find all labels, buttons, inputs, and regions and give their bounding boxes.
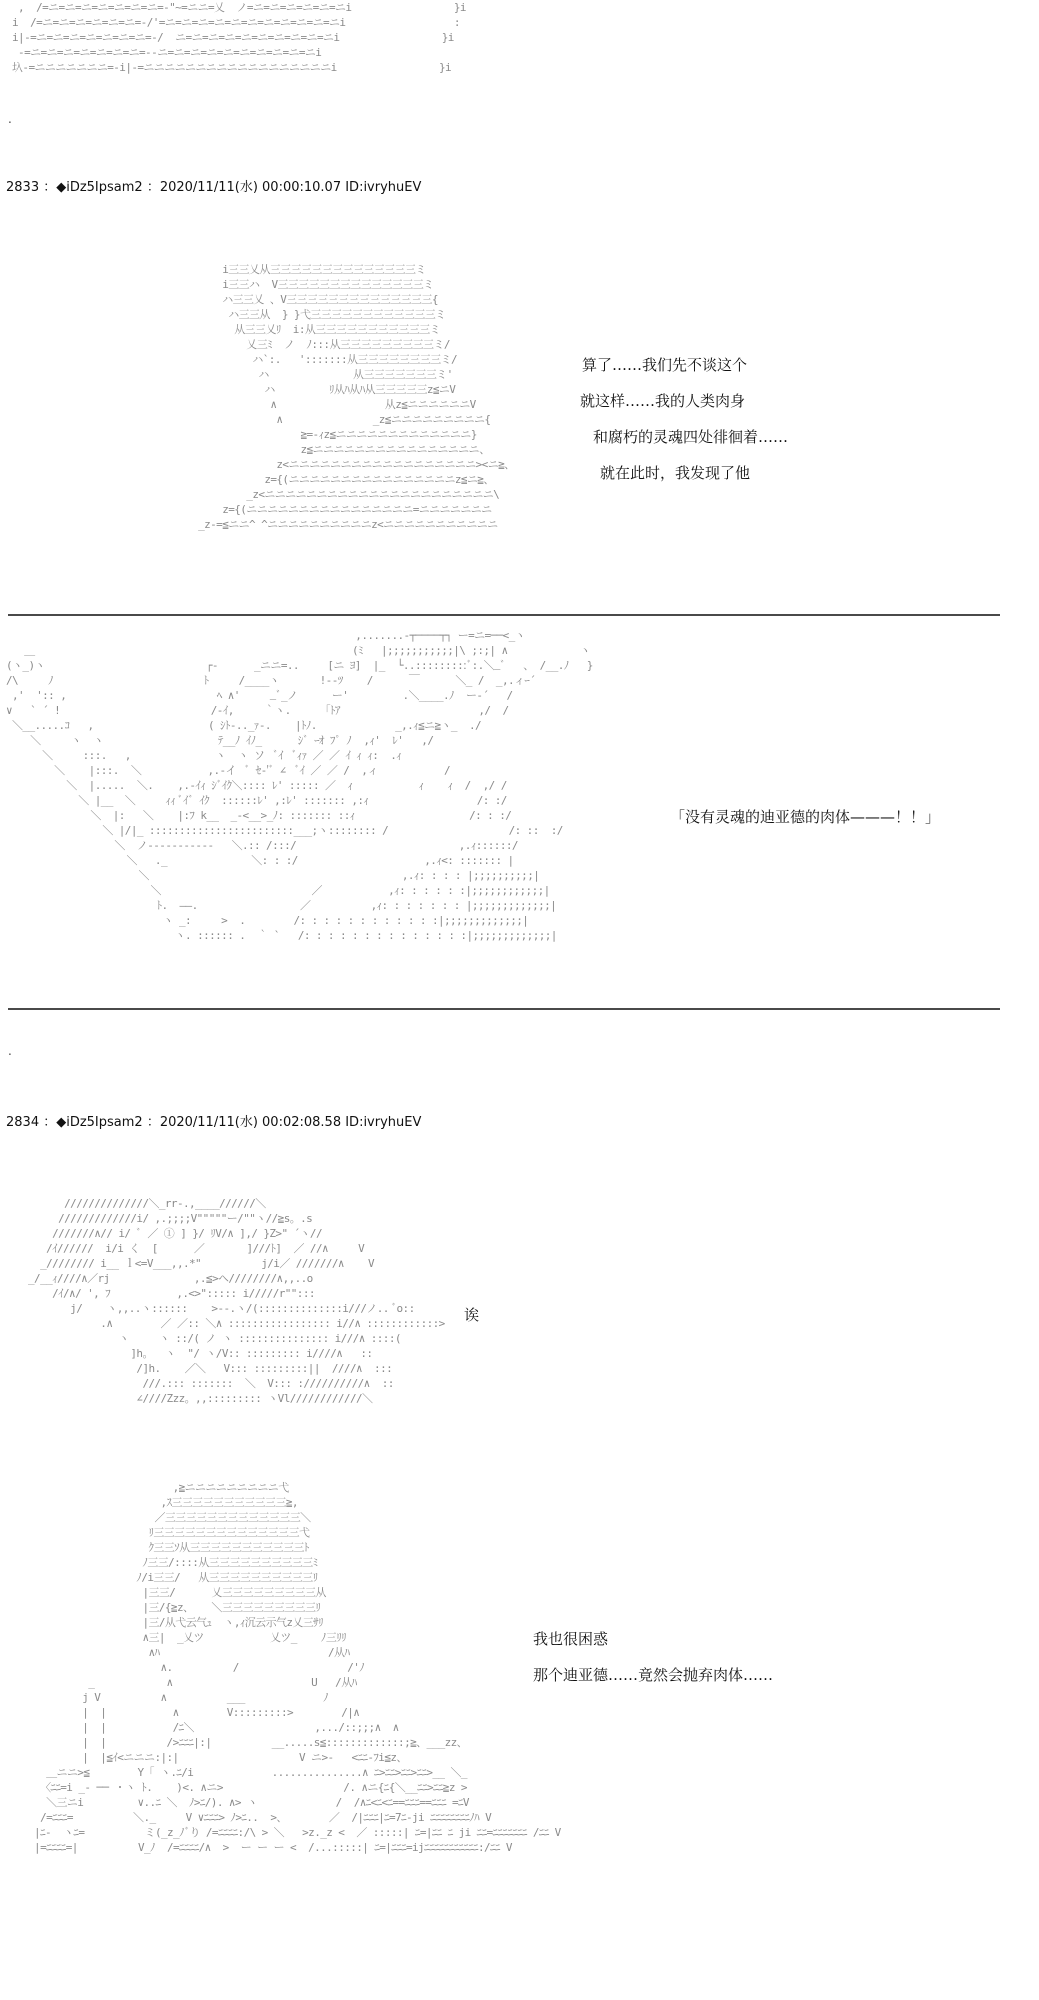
dialog-line: 诶 <box>464 1306 480 1324</box>
panel-dialog-line: 「没有灵魂的迪亚德的肉体———！！」 <box>670 808 941 826</box>
post-header: 2834 ：◆iDz5Ipsam2 ：2020/11/11(水) 00:02:08.58 ID:ivryhuEV <box>6 1115 422 1130</box>
separator-dot: . <box>8 1044 12 1058</box>
ascii-art-face-closeup: //////////////＼_rr-.,____//////＼ /////////////i/ ,.;;;;V"""""ー/""ヽ//≧s。.s ///////∧// i/ ﾞ ／ ① ] }/ ﾘV/∧ ],/ }Z>" ´ヽ// /ｲ////// i/i く [ ／ ]///ﾄ] ／ //∧ V _//////// i__ ｌ<=V___,,.*" j/i／ ///////∧ V _/__ｨ////∧／rj ,.≦>ヘ////////∧,,..o /ｲ/∧/ ', ﾌ ,.<>"::::: i/////r""::: j/ ヽ,,..ヽ:::::: >--.ヽ/(::::::::::::::i///ノ.. ﾞo:: .∧ ／ ／:: ＼∧ ::::::::::::::::: i//∧ ::::::::::::> ヽ ヽ ::/( ノ ヽ ::::::::::::::: i///∧ ::::( ]h。 ヽ "/ ヽ/V:: ::::::::: i////∧ :: /]h. ／＼ V::: :::::::::|| ////∧ ::: ///.::: ::::::: ＼ V::: ://////////∧ :: ∠////Zzz。,,::::::::: ヽVl////////////＼ <box>28 1197 445 1405</box>
dialog-line: 就在此时，我发现了他 <box>600 464 751 482</box>
ascii-art-top-fragment: , /=ニ=ニ=ニ=ニ=ニ=ニ=ニ=-"~=ニニ=乂 ノ=ニ=ニ=ニ=ニ=ニ=ニi }i i /=ニ=ニ=ニ=ニ=ニ=ニ=-/'=ニ=ニ=ニ=ニ=ニ=ニ=ニ=ニ=ニ=ニ=ニi : i|-=ニ=ニ=ニ=ニ=ニ=ニ=ニ=-/ ニ=ニ=ニ=ニ=ニ=ニ=ニ=ニ=ニ=ニi }i -=ニ=ニ=ニ=ニ=ニ=ニ=ニ=--ニ=ニ=ニ=ニ=ニ=ニ=ニ=ニ=ニ=ニi 圦-=ニニニニニニニ=-i|-=ニニニニニニニニニニニニニニニニニニi }i <box>12 1 466 74</box>
post-header: 2833 ：◆iDz5Ipsam2 ：2020/11/11(水) 00:00:10.07 ID:ivryhuEV <box>6 180 422 195</box>
ascii-art-figure-seated: ,≧ニニニニニニニニニ弋 ,ｽ三三三三三三三三三三三≧, ／三三三三三三三三三三三三三＼ ﾘ三三三三三三三三三三三三三三弋 ｸ三三ｿ从三三三三三三三三三三三ﾄ ﾉ三三/::::从三三三三三三三三三三ﾐ ﾉ/i三三/ 从三三三三三三三三三三ﾘ |三三/ 乂三三三三三三三三三从 |三/{≧z、 ＼三三三三三三三三三ﾘ |三/从弋云气ｭ ヽ,ｨ沉云示气z乂三ｻﾘ ∧三| _乂ツ 乂ツ_ ﾉ三ﾘﾘ ∧ﾊ /从ﾊ ∧. / /'ﾉ _ ∧ U /从ﾊ j V ∧ ___ ﾉ | | ∧ V:::::::::> /|∧ | | /ﾆ＼ ,.../::;;;∧ ∧ | | />ﾆﾆﾆ|:| __.....s≦:::::::::::::;≧、___zz、 | |≦ｲ<ニニニ:|:| V ニ>- <ﾆﾆ-ﾌi≦z、 ＿ニニ>≦ Y「 ヽ.ﾆ/i ...............∧ ﾆ>ﾆﾆ>ﾆﾆ>ﾆﾆ>__ ＼_ 〈ﾆﾆ=i _- ── ・ヽ ﾄ. )<. ∧ニ> /. ∧ニ{ﾆ{＼__ﾆﾆ>ﾆﾆ≧z > ＼三ニi ∨..ﾆ ＼ ﾉ>ﾆ/). ∧> ヽ / /∧ﾆ<ﾆ<ﾆ==ﾆﾆﾆ==ﾆﾆﾆ =ﾆV /=ﾆﾆﾆ= ＼._ V ∨ﾆﾆﾆ> ﾉ>ﾆ.. >、 ／ /|ﾆﾆﾆ|ﾆ=7ﾆ-ji ﾆﾆﾆﾆﾆﾆﾆﾆﾉﾊ V |ﾆ- ヽﾆ= ミ(_z_ﾉﾞり /=ﾆﾆﾆﾆ:/\ > ＼ >z._z < ／ :::::| ﾆ=|ﾆﾆ ﾆ ji ﾆﾆ=ﾆﾆﾆﾆﾆﾆﾆ /ﾆﾆ V |=ﾆﾆﾆﾆ=| V_ﾉ /=ﾆﾆﾆﾆ/∧ > ー ー ー < /...:::::| ﾆ=|ﾆﾆﾆ=ijﾆﾆﾆﾆﾆﾆﾆﾆﾆﾆﾆ:/ﾆﾆ V <box>34 1481 561 1854</box>
panel-top-rule <box>8 614 1000 616</box>
separator-dot: . <box>8 112 12 126</box>
dialog-line: 我也很困惑 <box>533 1630 609 1648</box>
dialog-line: 和腐朽的灵魂四处徘徊着…… <box>593 428 789 446</box>
dialog-line: 就这样……我的人类肉身 <box>580 392 746 410</box>
ascii-art-figure: i三三乂从三三三三三三三三三三三三三三ミ i三三ハ V三三三三三三三三三三三三三三ミ ハ三三乂 、V三三三三三三三三三三三三三三{ ハ三三从 } }弋三三三三三三三三三三三三ミ 从三三乂ﾘ i:从三三三三三三三三三三三ミ 乂三ﾐ ノ ﾉ:::从三三三三三三三三三ミ/ ハ`:. ':::::::从三三三三三三三三ミ/ ハ 从三三三三三三三ミ' ハ ﾘ从ﾊ从ﾊ从三三三三三z≦ニV ∧ 从z≦ニニニニニニV ∧ _z≦ニニニニニニニニニ{ ≧=-ｨz≦ニニニニニニニニニニニニニ} z≦ニニニニニニニニニニニニニニニニ、 z<ニニニニニニニニニニニニニニニニニニ><ニ≧、 z={(ニニニニニニニニニニニニニニニニz≦ニ≧、 _z<ニニニニニニニニニニニニニニニニニニニニニニ\ z={(ニニニニニニニニニニニニニニニニ=ニニニニニニニ _z-=≦ニニ^ ^ニニニニニニニニニニz<ニニニニニニニニニニニ <box>198 263 515 531</box>
ascii-art-panel: ,.......-┬────┬┐ ー=ニ=──<_ヽ ＿ (ﾐ |;;;;;;;;;;;|\ ;:;| ∧ ヽ (ヽ_)ヽ ┌- _ニニ=.. [ニ ﾖ] |_ └..:::::::::ﾞ:.＼_ﾞ 、 /__.ﾉ } /\ ﾉ ﾄ /____ヽ !--ﾂ / ￣ ＼_ / _,.ィｰ´ ,' ':: , ﾍ ∧' _ﾞ_ノ ー' .＼____.ﾉ ー‐´ / ∨ ` ´ ! /-ｲ, ｀ヽ. 「ﾄｱ ,/ / ＼__.....ｺ , ( ｼﾄ-.._ｧ-. |ﾄﾉ. _,.ｨ≦ニ≧ヽ_ ./ ＼ ヽ ヽ ﾃ__ﾉ ｲﾉ_ ｼﾞ ｰｵ ﾌﾟ ﾉ ,ｨ' ﾚ' ,/ ＼ :::. , ヽ ヽ ソ ﾞｲ ﾞｨｧ ／ ／ ｲ ｨ ｨ: .ｨ ＼ |:::. ＼ ,.-イ ﾞ ｾ‐'ﾞ ∠ ﾞｲ ／ ／ / ,ィ / ＼ |..... ＼. ,.-ｲｨ ｼﾞｲｸ＼:::: ﾚ' ::::: ／ ｨ ｨ ｨ / ,/ / ＼ |__ ＼ ｨｨ ﾞｲﾞ ｲｸ ::::::ﾚ' ,:ﾚ' ::::::: ,:ｨ /: :/ ＼ |: ＼ |:ﾌ k__ _-<__>_ﾉ: ::::::: ::ｨ /: : :/ ＼ |/|_ ::::::::::::::::::::::::___;ヽ:::::::: / /: :: :/ ＼ ノ----------- ＼.:: /:::/ ,.ｨ::::::/ ＼ ._ ＼: : :/ ,.ｨ<: ::::::: | ＼ ,.ｨ: : : : |;;;;;;;;;;| ＼ ／ ,ｨ: : : : : :|;;;;;;;;;;;;| ﾄ. ――. ／ ,ｨ: : : : : : : |;;;;;;;;;;;;;| ヽ _: > . /: : : : : : : : : : : :|;;;;;;;;;;;;;| ヽ. :::::: . ｀ ` /: : : : : : : : : : : : : :|;;;;;;;;;;;;;| <box>6 629 593 942</box>
panel-bottom-rule <box>8 1008 1000 1010</box>
dialog-line: 算了……我们先不谈这个 <box>582 356 748 374</box>
dialog-line: 那个迪亚德……竟然会抛弃肉体…… <box>533 1666 774 1684</box>
